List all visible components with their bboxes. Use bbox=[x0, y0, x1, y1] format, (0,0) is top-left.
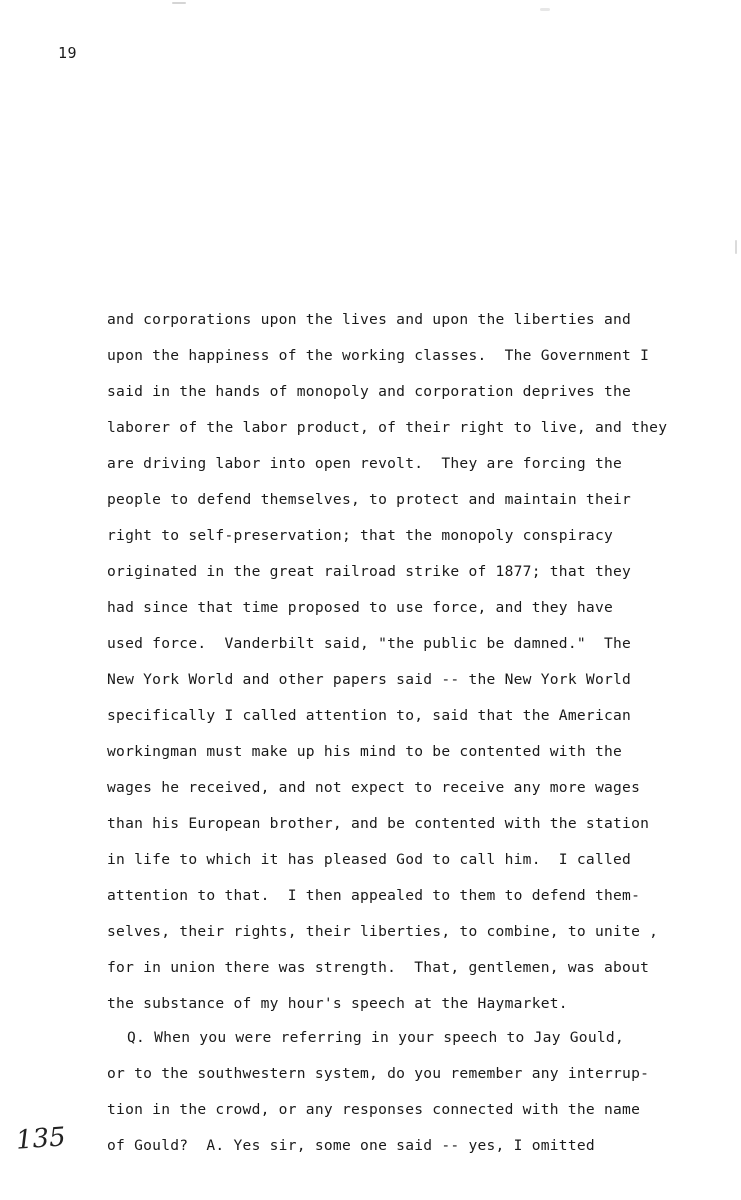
text-line: upon the happiness of the working classes. The Government I bbox=[107, 347, 650, 364]
question-answer-block bbox=[107, 1024, 707, 1168]
text-line: in life to which it has pleased God to call him. I called bbox=[107, 851, 632, 868]
page-number: 19 bbox=[58, 44, 78, 62]
question-line: or to the southwestern system, do you remember any interrup- bbox=[107, 1065, 650, 1082]
scan-mark bbox=[540, 8, 550, 11]
text-line: are driving labor into open revolt. They are forcing the bbox=[107, 455, 623, 472]
text-line: used force. Vanderbilt said, "the public be damned." The bbox=[107, 635, 632, 652]
answer-line: of Gould? A. Yes sir, some one said -- yes, I omitted bbox=[107, 1137, 595, 1154]
text-line: than his European brother, and be contented with the station bbox=[107, 815, 650, 832]
scan-mark bbox=[735, 240, 737, 254]
text-line: workingman must make up his mind to be contented with the bbox=[107, 743, 623, 760]
text-line: and corporations upon the lives and upon the liberties and bbox=[107, 311, 632, 328]
question-line: Q. When you were referring in your speech to Jay Gould, bbox=[127, 1029, 624, 1046]
testimony-paragraph bbox=[107, 306, 707, 1026]
question-line: tion in the crowd, or any responses connected with the name bbox=[107, 1101, 641, 1118]
text-line: selves, their rights, their liberties, to combine, to unite , bbox=[107, 923, 659, 940]
text-line: attention to that. I then appealed to them to defend them- bbox=[107, 887, 641, 904]
text-line: people to defend themselves, to protect and maintain their bbox=[107, 491, 632, 508]
text-line: right to self-preservation; that the monopoly conspiracy bbox=[107, 527, 614, 544]
text-line: specifically I called attention to, said that the American bbox=[107, 707, 632, 724]
text-line: New York World and other papers said -- the New York World bbox=[107, 671, 632, 688]
text-line: the substance of my hour's speech at the Haymarket. bbox=[107, 995, 568, 1012]
text-line: wages he received, and not expect to receive any more wages bbox=[107, 779, 641, 796]
text-line: had since that time proposed to use force, and they have bbox=[107, 599, 614, 616]
text-line: for in union there was strength. That, gentlemen, was about bbox=[107, 959, 650, 976]
scan-mark bbox=[172, 2, 186, 4]
text-line: originated in the great railroad strike of 1877; that they bbox=[107, 563, 632, 580]
text-line: laborer of the labor product, of their right to live, and they bbox=[107, 419, 668, 436]
handwritten-margin-note: 135 bbox=[15, 1122, 67, 1156]
text-line: said in the hands of monopoly and corporation deprives the bbox=[107, 383, 632, 400]
